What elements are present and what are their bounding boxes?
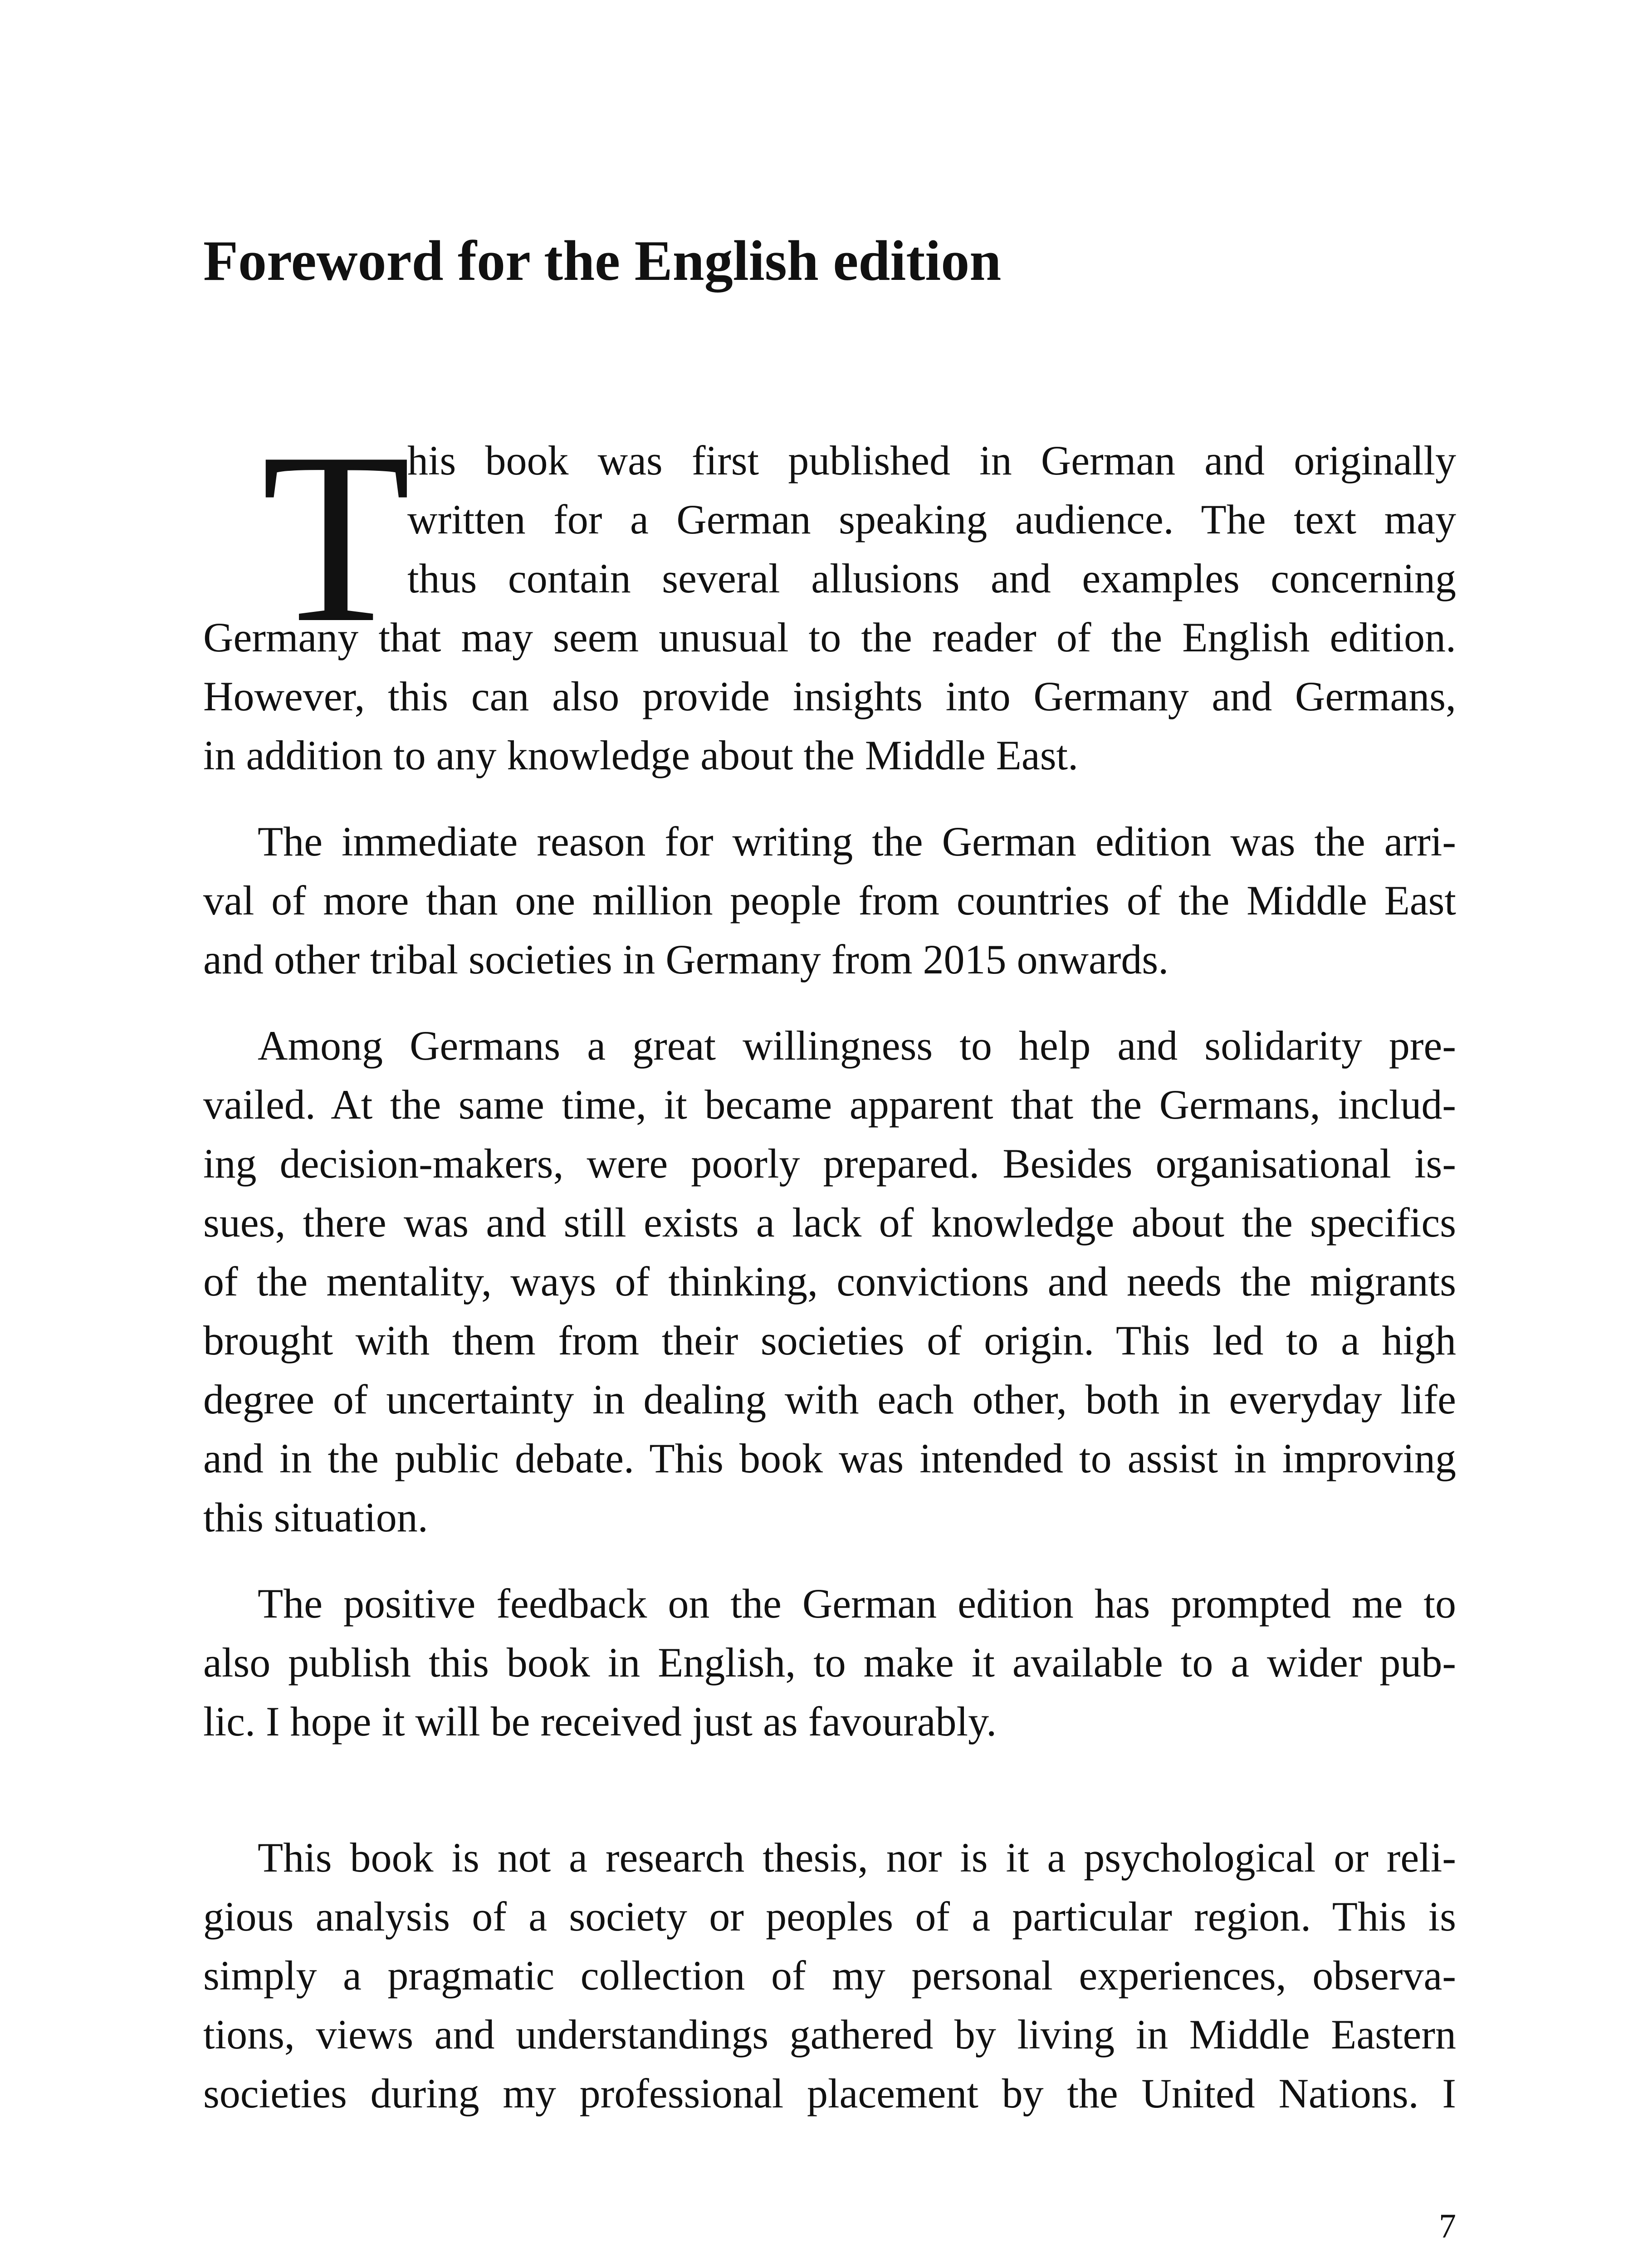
text-line: The immediate reason for writing the German edition was the arri-: [258, 818, 1456, 865]
text-line: this situation.: [203, 1494, 428, 1540]
text-line: and other tribal societies in Germany from 2015 onwards.: [203, 936, 1169, 982]
text-line: Germany that may seem unusual to the reader of the English edition.: [203, 614, 1456, 660]
text-line: Among Germans a great willingness to help and solidarity pre-: [258, 1022, 1456, 1069]
text-line: ing decision-makers, were poorly prepared. Besides organisational is-: [203, 1140, 1456, 1187]
text-line: his book was first published in German and originally: [407, 437, 1456, 484]
text-line: gious analysis of a society or peoples of a particular region. This is: [203, 1893, 1456, 1940]
text-line: written for a German speaking audience. The text may: [407, 496, 1456, 543]
text-line: brought with them from their societies of origin. This led to a high: [203, 1317, 1456, 1364]
text-line: tions, views and understandings gathered by living in Middle Eastern: [203, 2011, 1456, 2058]
page-title: Foreword for the English edition: [203, 230, 1002, 293]
page-number: 7: [1439, 2207, 1456, 2245]
text-line: sues, there was and still exists a lack of knowledge about the specifics: [203, 1199, 1456, 1246]
drop-cap: T: [261, 402, 411, 673]
text-line: degree of uncertainty in dealing with each other, both in everyday life: [203, 1376, 1456, 1422]
text-line: and in the public debate. This book was intended to assist in improving: [203, 1435, 1456, 1481]
text-line: val of more than one million people from countries of the Middle East: [203, 877, 1456, 924]
text-line: thus contain several allusions and examples concerning: [407, 555, 1456, 601]
text-line: lic. I hope it will be received just as favourably.: [203, 1698, 997, 1745]
text-line: of the mentality, ways of thinking, convictions and needs the migrants: [203, 1258, 1456, 1305]
text-line: societies during my professional placement by the United Nations. I: [203, 2070, 1456, 2116]
text-line: simply a pragmatic collection of my personal experiences, observa-: [203, 1952, 1456, 1999]
text-line: This book is not a research thesis, nor is it a psychological or reli-: [258, 1834, 1456, 1881]
text-line: also publish this book in English, to make it available to a wider pub-: [203, 1639, 1456, 1686]
text-line: vailed. At the same time, it became apparent that the Germans, includ-: [203, 1081, 1456, 1128]
text-line: However, this can also provide insights into Germany and Germans,: [203, 673, 1456, 719]
text-line: in addition to any knowledge about the Middle East.: [203, 732, 1079, 778]
text-line: The positive feedback on the German edition has prompted me to: [258, 1580, 1456, 1627]
